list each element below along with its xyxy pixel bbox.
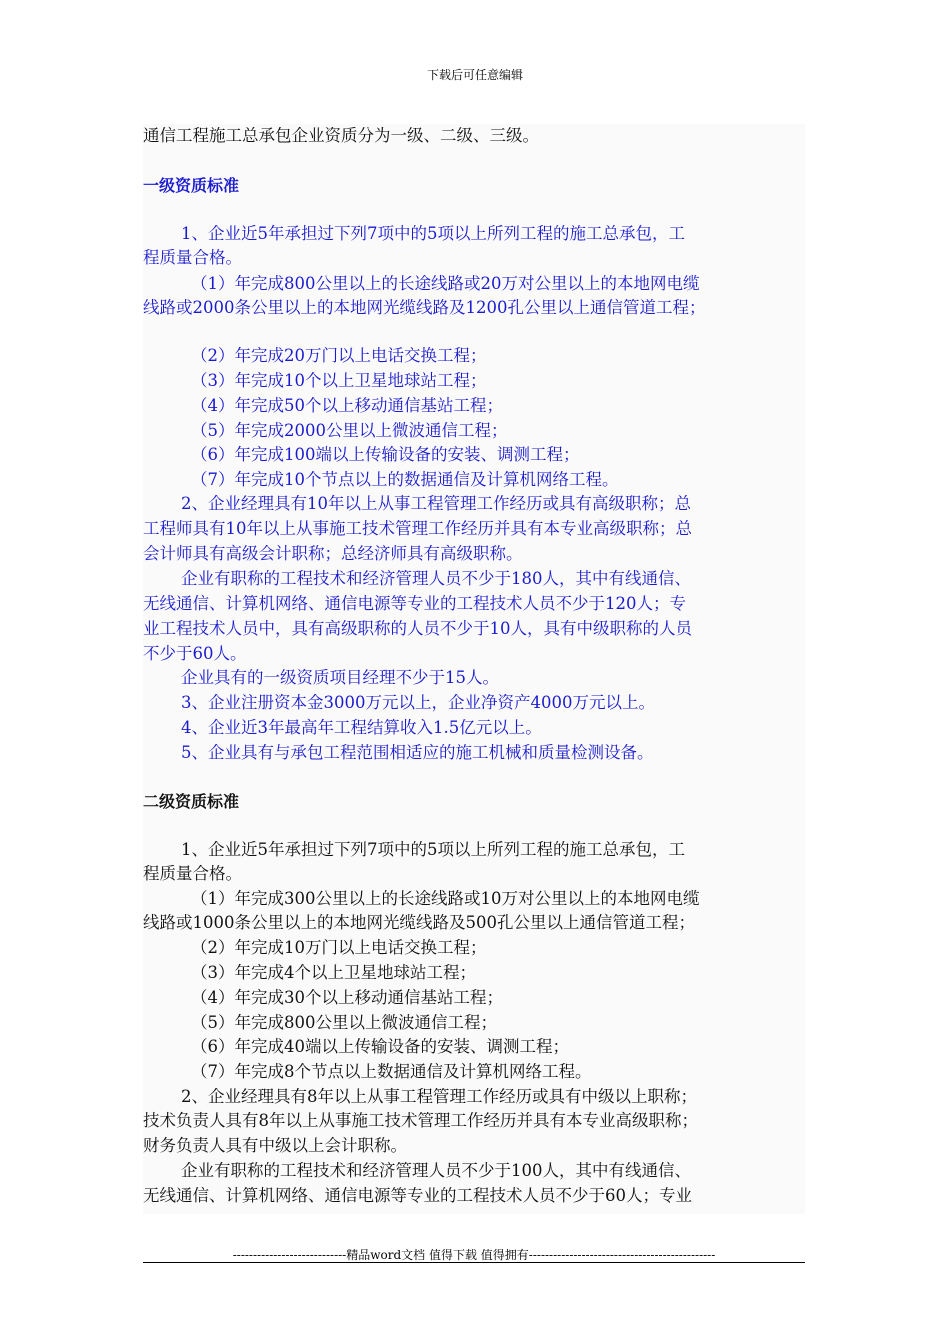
level1-line: （7）年完成10个节点以上的数据通信及计算机网络工程。 xyxy=(191,470,619,489)
level2-line: 2、企业经理具有8年以上从事工程管理工作经历或具有中级以上职称； xyxy=(181,1087,697,1106)
level2-line: （2）年完成10万门以上电话交换工程； xyxy=(191,938,487,957)
level2-line: 1、企业近5年承担过下列7项中的5项以上所列工程的施工总承包，工 xyxy=(181,840,685,859)
level1-line: 4、企业近3年最高年工程结算收入1.5亿元以上。 xyxy=(181,718,542,737)
level2-line: 企业有职称的工程技术和经济管理人员不少于100人，其中有线通信、 xyxy=(181,1161,691,1180)
level1-line: （2）年完成20万门以上电话交换工程； xyxy=(191,346,487,365)
level1-line: 企业有职称的工程技术和经济管理人员不少于180人，其中有线通信、 xyxy=(181,569,691,588)
footer-divider xyxy=(143,1262,805,1263)
level2-line: 程质量合格。 xyxy=(143,864,242,883)
level2-line: 财务负责人具有中级以上会计职称。 xyxy=(143,1136,407,1155)
level1-line: 业工程技术人员中，具有高级职称的人员不少于10人，具有中级职称的人员 xyxy=(143,619,692,638)
level1-line: 无线通信、计算机网络、通信电源等专业的工程技术人员不少于120人；专 xyxy=(143,594,686,613)
level1-heading: 一级资质标准 xyxy=(143,176,240,195)
level1-line: （6）年完成100端以上传输设备的安装、调测工程； xyxy=(191,445,580,464)
level1-line: （1）年完成800公里以上的长途线路或20万对公里以上的本地网电缆 xyxy=(191,274,700,293)
level1-line: 企业具有的一级资质项目经理不少于15人。 xyxy=(181,668,499,687)
level1-line: 1、企业近5年承担过下列7项中的5项以上所列工程的施工总承包，工 xyxy=(181,224,685,243)
level2-heading: 二级资质标准 xyxy=(143,792,240,811)
level2-line: （7）年完成8个节点以上数据通信及计算机网络工程。 xyxy=(191,1062,592,1081)
level1-line: 会计师具有高级会计职称；总经济师具有高级职称。 xyxy=(143,544,523,563)
intro-text: 通信工程施工总承包企业资质分为一级、二级、三级。 xyxy=(143,126,539,145)
page-footer: ----------------------------精品word文档 值得下载 值得拥有---------------------------------------------- xyxy=(232,1248,716,1262)
level2-line: （6）年完成40端以上传输设备的安装、调测工程； xyxy=(191,1037,569,1056)
level1-line: 5、企业具有与承包工程范围相适应的施工机械和质量检测设备。 xyxy=(181,743,654,762)
level1-line: 程质量合格。 xyxy=(143,248,242,267)
level2-line: 线路或1000条公里以上的本地网光缆线路及500孔公里以上通信管道工程； xyxy=(143,913,695,932)
level1-line: 2、企业经理具有10年以上从事工程管理工作经历或具有高级职称；总 xyxy=(181,494,691,513)
level1-line: 线路或2000条公里以上的本地网光缆线路及1200孔公里以上通信管道工程； xyxy=(143,298,706,317)
level1-line: （4）年完成50个以上移动通信基站工程； xyxy=(191,396,503,415)
level1-line: （5）年完成2000公里以上微波通信工程； xyxy=(191,421,508,440)
level2-line: （1）年完成300公里以上的长途线路或10万对公里以上的本地网电缆 xyxy=(191,889,700,908)
level1-line: 3、企业注册资本金3000万元以上，企业净资产4000万元以上。 xyxy=(181,693,655,712)
level2-line: （3）年完成4个以上卫星地球站工程； xyxy=(191,963,476,982)
page-header: 下载后可任意编辑 xyxy=(426,68,523,82)
level2-line: （4）年完成30个以上移动通信基站工程； xyxy=(191,988,503,1007)
level2-line: 无线通信、计算机网络、通信电源等专业的工程技术人员不少于60人；专业 xyxy=(143,1186,692,1205)
level1-line: （3）年完成10个以上卫星地球站工程； xyxy=(191,371,487,390)
level2-line: 技术负责人具有8年以上从事施工技术管理工作经历并具有本专业高级职称； xyxy=(143,1111,698,1130)
level2-line: （5）年完成800公里以上微波通信工程； xyxy=(191,1013,497,1032)
level1-line: 不少于60人。 xyxy=(143,644,247,663)
level1-line: 工程师具有10年以上从事施工技术管理工作经历并具有本专业高级职称；总 xyxy=(143,519,692,538)
document-body xyxy=(143,124,805,1214)
